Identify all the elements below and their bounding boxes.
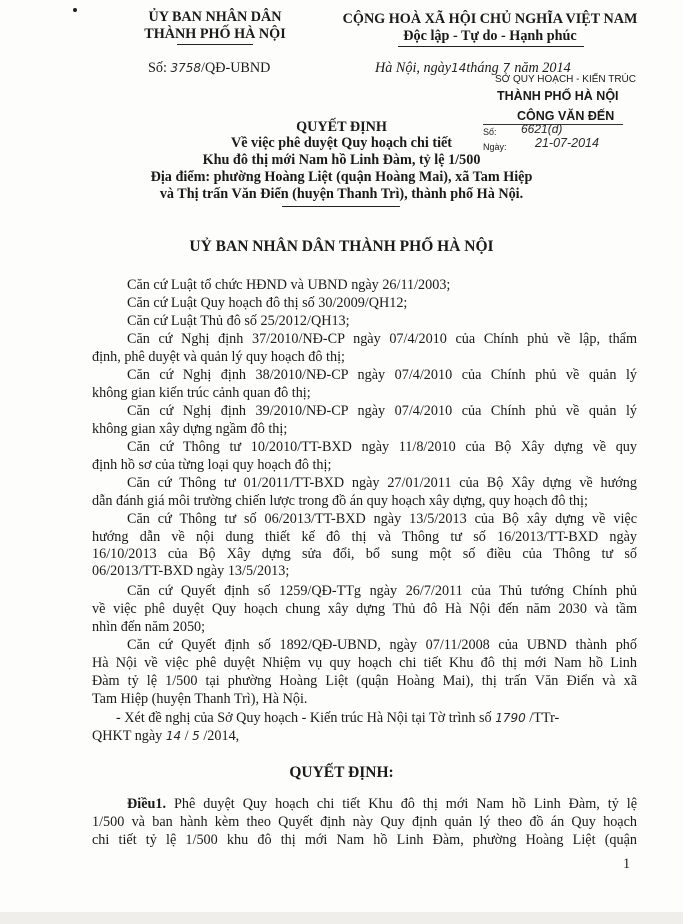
document-type: QUYẾT ĐỊNH bbox=[296, 119, 387, 135]
punch-hole-mark bbox=[73, 8, 77, 12]
subject-line-3: Địa điểm: phường Hoàng Liệt (quận Hoàng Mai), xã Tam Hiệp bbox=[150, 169, 533, 185]
handwritten-number: 3758 bbox=[170, 61, 202, 75]
stamp-line-2: THÀNH PHỐ HÀ NỘI bbox=[497, 89, 619, 103]
article-1-line-3: chi tiết tỷ lệ 1/500 khu đô thị mới Nam hồ Linh Đàm, phường Hoàng Liệt (quận bbox=[92, 832, 637, 848]
legal-basis-10: Căn cứ Quyết định số 1259/QĐ-TTg ngày 26/7/2011 của Thủ tướng Chính phủ bbox=[127, 583, 637, 599]
article-1-line-1: Điều1. Phê duyệt Quy hoạch chi tiết Khu đô thị mới Nam hồ Linh Đàm, tỷ lệ bbox=[127, 796, 637, 812]
stamp-line-3: CÔNG VĂN ĐẾN bbox=[517, 109, 615, 123]
handwritten-submission-number: 1790 bbox=[495, 711, 526, 725]
article-label: Điều1. bbox=[127, 796, 167, 812]
subject-underline bbox=[282, 206, 400, 207]
authority-heading: UỶ BAN NHÂN DÂN THÀNH PHỐ HÀ NỘI bbox=[189, 238, 494, 255]
legal-basis-9: Căn cứ Thông tư số 06/2013/TT-BXD ngày 13/5/2013 của Bộ xây dựng về việc bbox=[127, 511, 637, 527]
article-1-line-2: 1/500 và ban hành kèm theo Quyết định này Quy định quản lý theo đồ án Quy hoạch bbox=[92, 814, 637, 830]
legal-basis-11: Căn cứ Quyết định số 1892/QĐ-UBND, ngày 07/11/2008 của UBND thành phố bbox=[127, 637, 637, 653]
national-motto: Độc lập - Tự do - Hạnh phúc bbox=[403, 28, 577, 44]
national-title: CỘNG HOÀ XÃ HỘI CHỦ NGHĨA VIỆT NAM bbox=[342, 11, 638, 27]
decision-number: Số: 3758/QĐ-UBND bbox=[148, 60, 271, 76]
subject-line-1: Về việc phê duyệt Quy hoạch chi tiết bbox=[230, 135, 453, 151]
subject-line-4: và Thị trấn Văn Điển (huyện Thanh Trì), thành phố Hà Nội. bbox=[159, 186, 524, 202]
legal-basis-4: Căn cứ Nghị định 37/2010/NĐ-CP ngày 07/4/2010 của Chính phủ về lập, thẩm bbox=[127, 331, 637, 347]
decision-heading: QUYẾT ĐỊNH: bbox=[289, 764, 394, 781]
received-stamp: SỞ QUY HOẠCH - KIẾN TRÚC THÀNH PHỐ HÀ NỘI CÔNG VĂN ĐẾN Số: 6621(d) Ngày: 21-07-2014 bbox=[483, 74, 637, 152]
proposal-date: QHKT ngày 14 / 5 /2014, bbox=[92, 728, 240, 744]
issuer-line-2: THÀNH PHỐ HÀ NỘI bbox=[144, 26, 286, 42]
issuer-line-1: ỦY BAN NHÂN DÂN bbox=[148, 9, 282, 25]
legal-basis-3: Căn cứ Luật Thủ đô số 25/2012/QH13; bbox=[127, 313, 350, 329]
document-page: ỦY BAN NHÂN DÂN THÀNH PHỐ HÀ NỘI CỘNG HOÀ XÃ HỘI CHỦ NGHĨA VIỆT NAM Độc lập - Tự do - Hạnh phúc Số: 3758/QĐ-UBND Hà Nội, ngày14tháng 7 năm 2014 SỞ QUY HOẠCH - KIẾN TRÚC THÀNH PHỐ HÀ NỘI CÔNG VĂN ĐẾN Số: 6621(d) Ngày: 21-07-2014 QUYẾT ĐỊNH Về việc phê duyệt Quy hoạch chi tiết Khu đô thị mới Nam hồ Linh Đàm, tỷ lệ 1/500 Địa điểm: phường Hoàng Liệt (quận Hoàng Mai), xã Tam Hiệp và Thị trấn Văn Điển (huyện Thanh Trì), thành phố Hà Nội. UỶ BAN NHÂN DÂN THÀNH PHỐ HÀ NỘI Căn cứ Luật tổ chức HĐND và UBND ngày 26/11/2003; Căn cứ Luật Quy hoạch đô thị số 30/2009/QH12; Căn cứ Luật Thủ đô số 25/2012/QH13; Căn cứ Nghị định 37/2010/NĐ-CP ngày 07/4/2010 của Chính phủ về lập, thẩm định, phê duyệt và quản lý quy hoạch đô thị; Căn cứ Nghị định 38/2010/NĐ-CP ngày 07/4/2010 của Chính phủ về quản lý không gian kiến trúc cảnh quan đô thị; Căn cứ Nghị định 39/2010/NĐ-CP ngày 07/4/2010 của Chính phủ về quản lý không gian xây dựng ngầm đô thị; Căn cứ Thông tư 10/2010/TT-BXD ngày 11/8/2010 của Bộ Xây dựng về quy định hồ sơ của từng loại quy hoạch đô thị; Căn cứ Thông tư 01/2011/TT-BXD ngày 27/01/2011 của Bộ Xây dựng về hướng dẫn đánh giá môi trường chiến lược trong đồ án quy hoạch xây dựng, quy hoạch đô thị; Căn cứ Thông tư số 06/2013/TT-BXD ngày 13/5/2013 của Bộ xây dựng về việc hướng dẫn về nội dung thiết kế đô thị và Thông tư số 16/2013/TT-BXD ngày 16/10/2013 của Bộ Xây dựng sửa đổi, bổ sung một số điều của Thông tư số 06/2013/TT-BXD ngày 13/5/2013; Căn cứ Quyết định số 1259/QĐ-TTg ngày 26/7/2011 của Thủ tướng Chính phủ về việc phê duyệt Quy hoạch chung xây dựng Thủ đô Hà Nội đến năm 2030 và tầm nhìn đến năm 2050; Căn cứ Quyết định số 1892/QĐ-UBND, ngày 07/11/2008 của UBND thành phố Hà Nội về việc phê duyệt Nhiệm vụ quy hoạch chi tiết Khu đô thị mới Nam hồ Linh Đàm tỷ lệ 1/500 tại phường Hoàng Liệt (quận Hoàng Mai), thị trấn Văn Điển và xã Tam Hiệp (huyện Thanh Trì), Hà Nội. - Xét đề nghị của Sở Quy hoạch - Kiến trúc Hà Nội tại Tờ trình số 1790 /TTr- QHKT ngày 14 / 5 /2014, QUYẾT ĐỊNH: Điều1. Phê duyệt Quy hoạch chi tiết Khu đô thị mới Nam hồ Linh Đàm, tỷ lệ 1/500 và ban hành kèm theo Quyết định này Quy định quản lý theo đồ án Quy hoạch chi tiết tỷ lệ 1/500 khu đô thị mới Nam hồ Linh Đàm, phường Hoàng Liệt (quận 1 bbox=[0, 0, 683, 912]
stamp-number-handwritten: 6621(d) bbox=[521, 122, 563, 136]
motto-underline bbox=[398, 46, 584, 47]
page-number: 1 bbox=[623, 856, 631, 872]
legal-basis-6: Căn cứ Nghị định 39/2010/NĐ-CP ngày 07/4/2010 của Chính phủ về quản lý bbox=[127, 403, 637, 419]
legal-basis-2: Căn cứ Luật Quy hoạch đô thị số 30/2009/QH12; bbox=[127, 295, 408, 311]
legal-basis-5: Căn cứ Nghị định 38/2010/NĐ-CP ngày 07/4/2010 của Chính phủ về quản lý bbox=[127, 367, 637, 383]
stamp-line-1: SỞ QUY HOẠCH - KIẾN TRÚC bbox=[495, 74, 637, 85]
legal-basis-7: Căn cứ Thông tư 10/2010/TT-BXD ngày 11/8/2010 của Bộ Xây dựng về quy bbox=[127, 439, 637, 455]
issue-date: Hà Nội, ngày14tháng 7 năm 2014 bbox=[375, 60, 571, 76]
legal-basis-1: Căn cứ Luật tổ chức HĐND và UBND ngày 26/11/2003; bbox=[127, 277, 451, 293]
proposal-line: - Xét đề nghị của Sở Quy hoạch - Kiến trúc Hà Nội tại Tờ trình số 1790 /TTr- bbox=[116, 710, 560, 726]
legal-basis-8: Căn cứ Thông tư 01/2011/TT-BXD ngày 27/01/2011 của Bộ Xây dựng về hướng bbox=[127, 475, 637, 491]
subject-line-2: Khu đô thị mới Nam hồ Linh Đàm, tỷ lệ 1/500 bbox=[202, 152, 481, 168]
issuer-underline bbox=[177, 44, 253, 45]
stamp-date-handwritten: 21-07-2014 bbox=[535, 136, 599, 150]
